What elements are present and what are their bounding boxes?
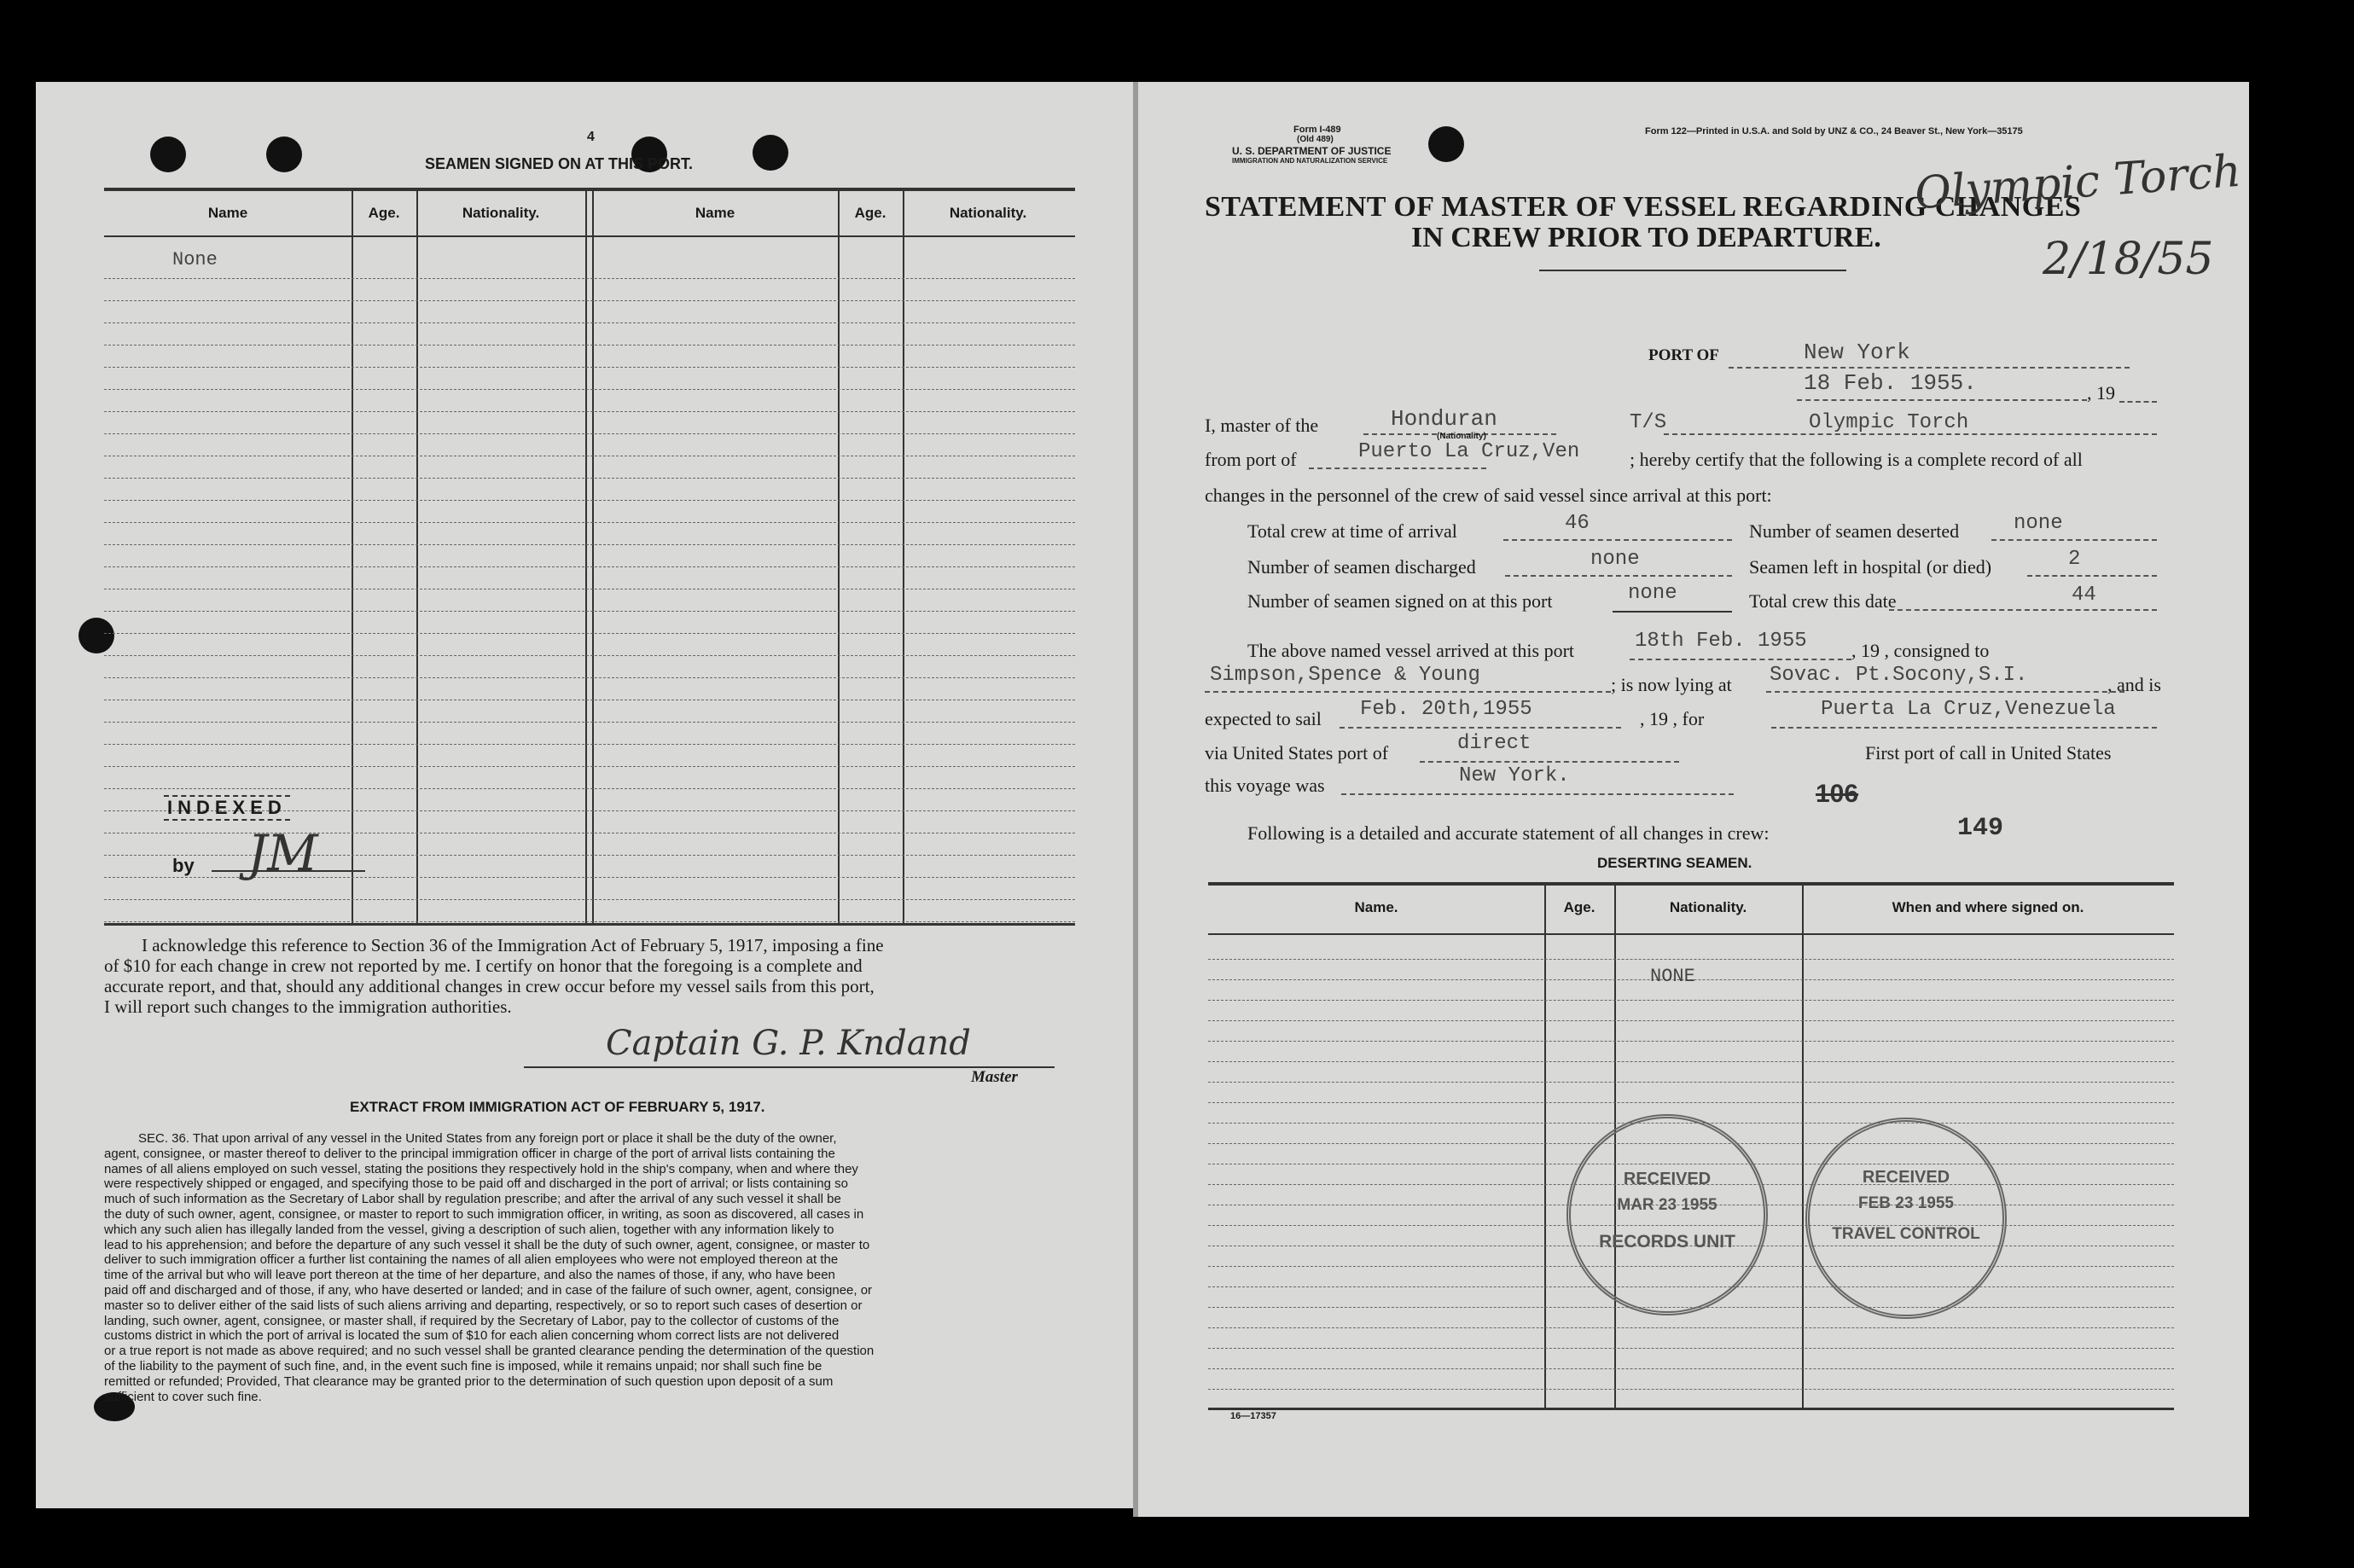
table-rule: [1208, 1368, 2174, 1369]
service: IMMIGRATION AND NATURALIZATION SERVICE: [1232, 157, 1388, 165]
consignee-value: Simpson,Spence & Young: [1210, 664, 1480, 687]
extract-line: or a true report is not made as above required; and no such vessel shall be granted clearance pending the determination of the question: [104, 1344, 875, 1359]
table-rule: [1208, 1102, 2174, 1103]
extract-line: customs district in which the port of arrival is located the sum of $10 for each alien concerning whom correct lists are not delivered: [104, 1328, 840, 1344]
table-rule: [1208, 1061, 2174, 1062]
table-rule: [1208, 959, 2174, 960]
extract-line: much of such information as the Secretary of Labor shall by regulation prescribe; and after the arrival of any such vessel it shall be: [104, 1192, 841, 1207]
table-rule: [104, 899, 1075, 900]
table-rule: [104, 322, 1075, 323]
changes-text: changes in the personnel of the crew of said vessel since arrival at this port:: [1205, 485, 1772, 506]
table-rule: [104, 611, 1075, 612]
table-row: None: [172, 249, 218, 270]
arrived-label: The above named vessel arrived at this port: [1247, 640, 1575, 661]
punch-hole: [266, 136, 302, 172]
column-header: When and where signed on.: [1892, 899, 2084, 915]
table-rule: [104, 478, 1075, 479]
table-rule: [104, 655, 1075, 656]
table-rule: [104, 633, 1075, 634]
stamp-date: MAR 23 1955: [1617, 1196, 1718, 1214]
via-value: direct: [1457, 732, 1532, 755]
deserting-title: DESERTING SEAMEN.: [1597, 855, 1752, 871]
indexed-stamp-text: INDEXED: [164, 795, 290, 821]
stat-label: Total crew this date: [1749, 590, 1897, 612]
received-stamp-records: [1566, 1114, 1768, 1315]
printer-line: Form 122—Printed in U.S.A. and Sold by UNZ & CO., 24 Beaver St., New York—35175: [1645, 126, 2023, 136]
form-title-line2: IN CREW PRIOR TO DEPARTURE.: [1411, 222, 1881, 253]
stamp-top: RECEIVED: [1862, 1168, 1950, 1187]
table-rule: [104, 788, 1075, 789]
nationality-caption: (Nationality): [1437, 432, 1486, 441]
extract-line: lead to his apprehension; and before the departure of any such vessel it shall be the duty of such owner, agent, consignee, or master to: [104, 1237, 870, 1252]
table-rule: [104, 300, 1075, 301]
column-header: Nationality.: [1669, 899, 1747, 915]
voyage-value: New York.: [1459, 764, 1570, 787]
punch-hole: [150, 136, 186, 172]
extract-title: EXTRACT FROM IMMIGRATION ACT OF FEBRUARY 5, 1917.: [350, 1099, 765, 1115]
extract-line: agent, consignee, or master thereof to deliver to the principal immigration officer in charge of the port of arrival lists containing the: [104, 1146, 835, 1161]
footer-code: 16—17357: [1230, 1411, 1276, 1421]
certify-text: ; hereby certify that the following is a complete record of all: [1630, 449, 2083, 470]
number-149: 149: [1957, 814, 2004, 843]
table-rule: [1208, 1000, 2174, 1001]
table-row: NONE: [1650, 966, 1695, 987]
stat-label: Number of seamen discharged: [1247, 556, 1476, 578]
handwritten-ship-name: Olympic Torch: [1913, 145, 2243, 220]
extract-line: paid off and discharged and of those, if any, who have deserted or landed; and in case of the failure of such owner, agent, consignee, or: [104, 1282, 873, 1298]
stat-label: Number of seamen deserted: [1749, 520, 1960, 542]
extract-line: sufficient to cover such fine.: [104, 1389, 262, 1404]
from-port-label: from port of: [1205, 449, 1297, 470]
table-rule: [104, 566, 1075, 567]
extract-line: master so to deliver either of the said lists of such aliens arriving and departing, respectively, or so to report such cases of desertion or: [104, 1298, 863, 1313]
table-rule: [104, 345, 1075, 346]
stat-value: none: [2014, 512, 2063, 535]
table-rule: [104, 921, 1075, 922]
extract-line: deliver to such immigration officer a further list containing the names of all alien employees who were not employed thereon at the: [104, 1252, 839, 1268]
indexed-initials: JM: [247, 824, 318, 882]
table-rule: [104, 744, 1075, 745]
arrived-value: 18th Feb. 1955: [1635, 630, 1807, 653]
extract-line: landing, such owner, agent, consignee, or master shall, if required by the Secretary of Labor, pay to the collector of customs of the: [104, 1313, 840, 1328]
table-rule: [1208, 1348, 2174, 1349]
master-label: I, master of the: [1205, 415, 1319, 436]
left-title: SEAMEN SIGNED ON AT THIS PORT.: [425, 155, 694, 172]
left-page: [36, 82, 1135, 1508]
table-rule: [1208, 1082, 2174, 1083]
table-rule: [104, 278, 1075, 279]
handwritten-date: 2/18/55: [2043, 234, 2214, 285]
extract-line: of the liability to the payment of such fine, and, in the event such fine is imposed, while it remains unpaid; nor shall such fine be: [104, 1358, 822, 1373]
lying-label: ; is now lying at: [1611, 674, 1732, 695]
form-title-line1: STATEMENT OF MASTER OF VESSEL REGARDING CHANGES: [1205, 191, 2082, 223]
extract-line: were respectively shipped or engaged, and specifying those to be paid off and discharged in the port of arrival; or lists containing so: [104, 1176, 848, 1192]
punch-hole: [1428, 126, 1464, 162]
table-rule: [104, 544, 1075, 545]
acknowledgment-text: I acknowledge this reference to Section 36 of the Immigration Act of February 5, 1917, imposing a fine of $10 for each change in crew not reported by me. I certify on honor that the foregoing is a complete and accurate report, and that, should any additional changes in crew occur before my vessel sails from this port, I will report such changes to the immigration authorities.: [104, 935, 884, 1017]
for-label: , 19 , for: [1640, 708, 1705, 729]
column-header: Age.: [854, 205, 886, 221]
master-label: Master: [971, 1068, 1018, 1086]
column-header: Nationality.: [462, 205, 540, 221]
consigned-label: , 19 , consigned to: [1851, 640, 1990, 661]
date-suffix: , 19: [2087, 382, 2115, 404]
extract-line: SEC. 36. That upon arrival of any vessel in the United States from any foreign port or place it shall be the duty of the owner,: [138, 1131, 837, 1146]
table-rule: [104, 433, 1075, 434]
punch-hole: [78, 618, 114, 653]
stat-label: Seamen left in hospital (or died): [1749, 556, 1992, 578]
stamp-top: RECEIVED: [1623, 1170, 1712, 1188]
date-value: 18 Feb. 1955.: [1804, 370, 1977, 396]
table-rule: [104, 522, 1075, 523]
and-is-label: , and is: [2107, 674, 2161, 695]
column-header: Name: [207, 205, 248, 221]
expected-value: Feb. 20th,1955: [1360, 698, 1532, 721]
table-rule: [104, 500, 1075, 501]
table-rule: [1208, 1389, 2174, 1390]
from-port-value: Puerto La Cruz,Ven: [1358, 440, 1580, 463]
struck-number: 106: [1816, 780, 1859, 808]
agency: U. S. DEPARTMENT OF JUSTICE: [1232, 145, 1392, 157]
table-rule: [104, 389, 1075, 390]
page-number: 4: [587, 130, 595, 144]
lying-value: Sovac. Pt.Socony,S.I.: [1770, 664, 2028, 687]
vessel-name: Olympic Torch: [1809, 411, 1969, 434]
table-rule: [104, 766, 1075, 767]
master-signature: Captain G. P. Kndand: [606, 1024, 971, 1063]
column-header: Name: [695, 205, 735, 221]
column-header: Nationality.: [949, 205, 1027, 221]
table-rule: [1208, 1020, 2174, 1021]
nationality-value: Honduran: [1391, 406, 1497, 432]
column-header: Age.: [1563, 899, 1595, 915]
stamp-bottom: TRAVEL CONTROL: [1832, 1225, 1980, 1243]
table-rule: [104, 367, 1075, 368]
stat-value: 44: [2072, 584, 2096, 607]
stat-value: 46: [1565, 512, 1590, 535]
table-rule: [104, 677, 1075, 678]
extract-line: time of the arrival but who will leave port thereon at the time of her departure, and also the names of those, if any, who have been: [104, 1268, 835, 1283]
stat-value: none: [1590, 548, 1640, 571]
voyage-label: this voyage was: [1205, 775, 1325, 796]
following-text: Following is a detailed and accurate statement of all changes in crew:: [1247, 822, 1770, 844]
stat-label: Number of seamen signed on at this port: [1247, 590, 1553, 612]
extract-text: [104, 1131, 1077, 1404]
extract-line: remitted or refunded; Provided, That clearance may be granted prior to the determination of such question upon deposit of a sum: [104, 1373, 834, 1389]
port-value: New York: [1804, 340, 1910, 365]
punch-hole: [753, 135, 788, 171]
table-rule: [104, 411, 1075, 412]
expected-label: expected to sail: [1205, 708, 1322, 729]
extract-line: names of all aliens employed on such vessel, stating the positions they respectively hold in the ship's company, when and where they: [104, 1161, 858, 1176]
right-page: [1138, 82, 2249, 1517]
column-header: Age.: [368, 205, 400, 221]
stat-label: Total crew at time of arrival: [1247, 520, 1457, 542]
stat-value: 2: [2068, 548, 2081, 571]
extract-line: the duty of such owner, agent, consignee, or master to report to such immigration officer, in writing, as soon as discovered, all cases in: [104, 1206, 864, 1222]
first-port-label: First port of call in United States: [1865, 742, 2112, 764]
extract-line: which any such alien has illegally landed from the vessel, giving a description of such alien, together with any information likely to: [104, 1222, 834, 1237]
stamp-bottom: RECORDS UNIT: [1599, 1232, 1735, 1251]
vessel-type: T/S: [1630, 411, 1667, 434]
stat-value: none: [1628, 582, 1677, 605]
port-label: PORT OF: [1648, 346, 1719, 364]
table-rule: [104, 722, 1075, 723]
indexed-by-label: by: [172, 855, 195, 876]
received-stamp-travel: [1805, 1118, 2007, 1319]
destination-value: Puerta La Cruz,Venezuela: [1821, 698, 2116, 721]
column-header: Name.: [1354, 899, 1398, 915]
table-rule: [1208, 1327, 2174, 1328]
form-number: Form I-489: [1293, 125, 1341, 135]
stamp-date: FEB 23 1955: [1858, 1194, 1954, 1212]
form-old: (Old 489): [1297, 135, 1334, 144]
via-label: via United States port of: [1205, 742, 1389, 764]
table-rule: [1208, 1041, 2174, 1042]
